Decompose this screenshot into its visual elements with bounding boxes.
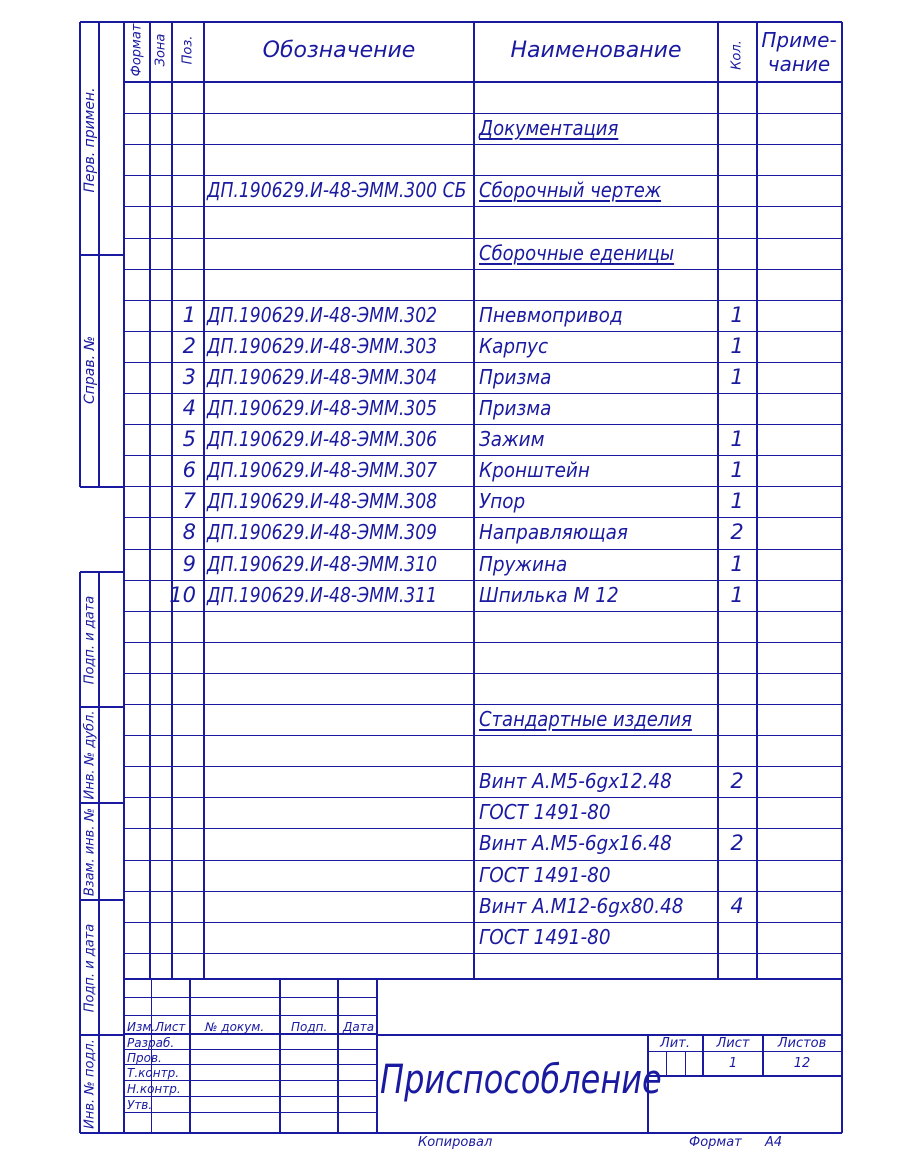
row-kol: 2 [730, 769, 744, 793]
tb-role: Т.контр. [127, 1066, 180, 1080]
row-kol: 1 [730, 552, 744, 576]
footer-kopiroval: Копировал [418, 1135, 493, 1150]
tb-listov-label: Листов [777, 1036, 827, 1051]
row-poz: 5 [182, 427, 196, 451]
row-naimenovanie: Карпус [479, 334, 549, 358]
row-kol: 1 [730, 427, 744, 451]
row-kol: 1 [730, 365, 744, 389]
row-oboznachenie: ДП.190629.И-48-ЭММ.309 [207, 520, 438, 544]
row-oboznachenie: ДП.190629.И-48-ЭММ.306 [207, 427, 438, 451]
row-kol: 1 [730, 303, 744, 327]
row-poz: 4 [182, 396, 196, 420]
row-naimenovanie: Винт А.М5-6gх12.48 [479, 769, 672, 793]
row-oboznachenie: ДП.190629.И-48-ЭММ.307 [207, 458, 438, 482]
row-kol: 2 [730, 831, 744, 855]
row-naimenovanie: Шпилька М 12 [479, 583, 619, 607]
side-label-inv-dubl: Инв. № дубл. [82, 710, 98, 800]
tb-header-list: Лист [155, 1020, 186, 1034]
side-label-inv-podl: Инв. № подл. [82, 1039, 98, 1129]
row-naimenovanie: Винт А.М12-6gх80.48 [479, 894, 684, 918]
row-naimenovanie: Призма [479, 396, 552, 420]
row-oboznachenie: ДП.190629.И-48-ЭММ.303 [207, 334, 438, 358]
row-poz: 6 [182, 458, 196, 482]
row-kol: 2 [730, 520, 744, 544]
section-heading: Стандартные изделия [479, 707, 692, 731]
row-naimenovanie: Пневмопривод [479, 303, 623, 327]
row-poz: 10 [169, 583, 196, 607]
tb-list-value: 1 [728, 1056, 738, 1071]
side-label-sprav: Справ. № [82, 335, 98, 405]
row-naimenovanie: ГОСТ 1491-80 [479, 863, 611, 887]
row-kol: 4 [730, 894, 744, 918]
row-naimenovanie: Упор [479, 489, 526, 513]
tb-listov-value: 12 [793, 1056, 811, 1071]
row-naimenovanie: Кронштейн [479, 458, 590, 482]
row-naimenovanie: Направляющая [479, 520, 628, 544]
tb-header-izm: Изм. [127, 1020, 156, 1034]
row-naimenovanie: ГОСТ 1491-80 [479, 800, 611, 824]
row-poz: 9 [182, 552, 196, 576]
header-poz: Поз. [180, 35, 196, 65]
row-kol: 1 [730, 458, 744, 482]
header-primechanie-1: Приме- [761, 28, 837, 52]
tb-role: Н.контр. [127, 1082, 181, 1096]
side-label-podp-data-2: Подп. и дата [82, 923, 98, 1013]
header-naimenovanie: Наименование [510, 38, 682, 63]
footer-format-value: А4 [765, 1135, 783, 1150]
document-title: Приспособление [380, 1057, 662, 1103]
header-oboznachenie: Обозначение [262, 38, 416, 63]
row-poz: 8 [182, 520, 196, 544]
row-naimenovanie: Винт А.М5-6gх16.48 [479, 831, 672, 855]
header-format: Формат [129, 23, 145, 77]
row-kol: 1 [730, 583, 744, 607]
row-oboznachenie: ДП.190629.И-48-ЭММ.302 [207, 303, 438, 327]
footer-format-label: Формат [689, 1135, 742, 1150]
row-oboznachenie: ДП.190629.И-48-ЭММ.305 [207, 396, 438, 420]
row-oboznachenie: ДП.190629.И-48-ЭММ.310 [207, 552, 438, 576]
tb-lit-label: Лит. [660, 1036, 690, 1051]
header-primechanie-2: чание [767, 52, 831, 76]
tb-list-label: Лист [716, 1036, 750, 1051]
row-oboznachenie: ДП.190629.И-48-ЭММ.304 [207, 365, 438, 389]
header-kol: Кол. [729, 40, 745, 70]
tb-header-no-dokum: № докум. [205, 1020, 265, 1034]
row-oboznachenie: ДП.190629.И-48-ЭММ.311 [207, 583, 438, 607]
tb-role: Утв. [127, 1098, 153, 1112]
row-poz: 1 [182, 303, 196, 327]
section-heading: Документация [479, 116, 619, 140]
header-zona: Зона [153, 33, 169, 67]
side-label-perv-primen: Перв. примен. [82, 87, 98, 193]
row-poz: 2 [182, 334, 196, 358]
tb-role: Разраб. [127, 1036, 175, 1050]
tb-header-data: Дата [343, 1020, 375, 1034]
row-oboznachenie: ДП.190629.И-48-ЭММ.300 СБ [207, 178, 467, 202]
section-heading: Сборочные еденицы [479, 241, 675, 265]
row-naimenovanie: Призма [479, 365, 552, 389]
row-naimenovanie: Пружина [479, 552, 568, 576]
side-label-podp-data-1: Подп. и дата [82, 595, 98, 685]
row-naimenovanie: ГОСТ 1491-80 [479, 925, 611, 949]
tb-header-podp: Подп. [291, 1020, 328, 1034]
row-poz: 7 [182, 489, 196, 513]
row-poz: 3 [182, 365, 196, 389]
tb-role: Пров. [127, 1051, 162, 1065]
row-kol: 1 [730, 334, 744, 358]
side-label-vzam-inv: Взам. инв. № [82, 807, 98, 897]
row-kol: 1 [730, 489, 744, 513]
section-heading: Сборочный чертеж [479, 178, 662, 202]
row-oboznachenie: ДП.190629.И-48-ЭММ.308 [207, 489, 438, 513]
row-naimenovanie: Зажим [479, 427, 545, 451]
